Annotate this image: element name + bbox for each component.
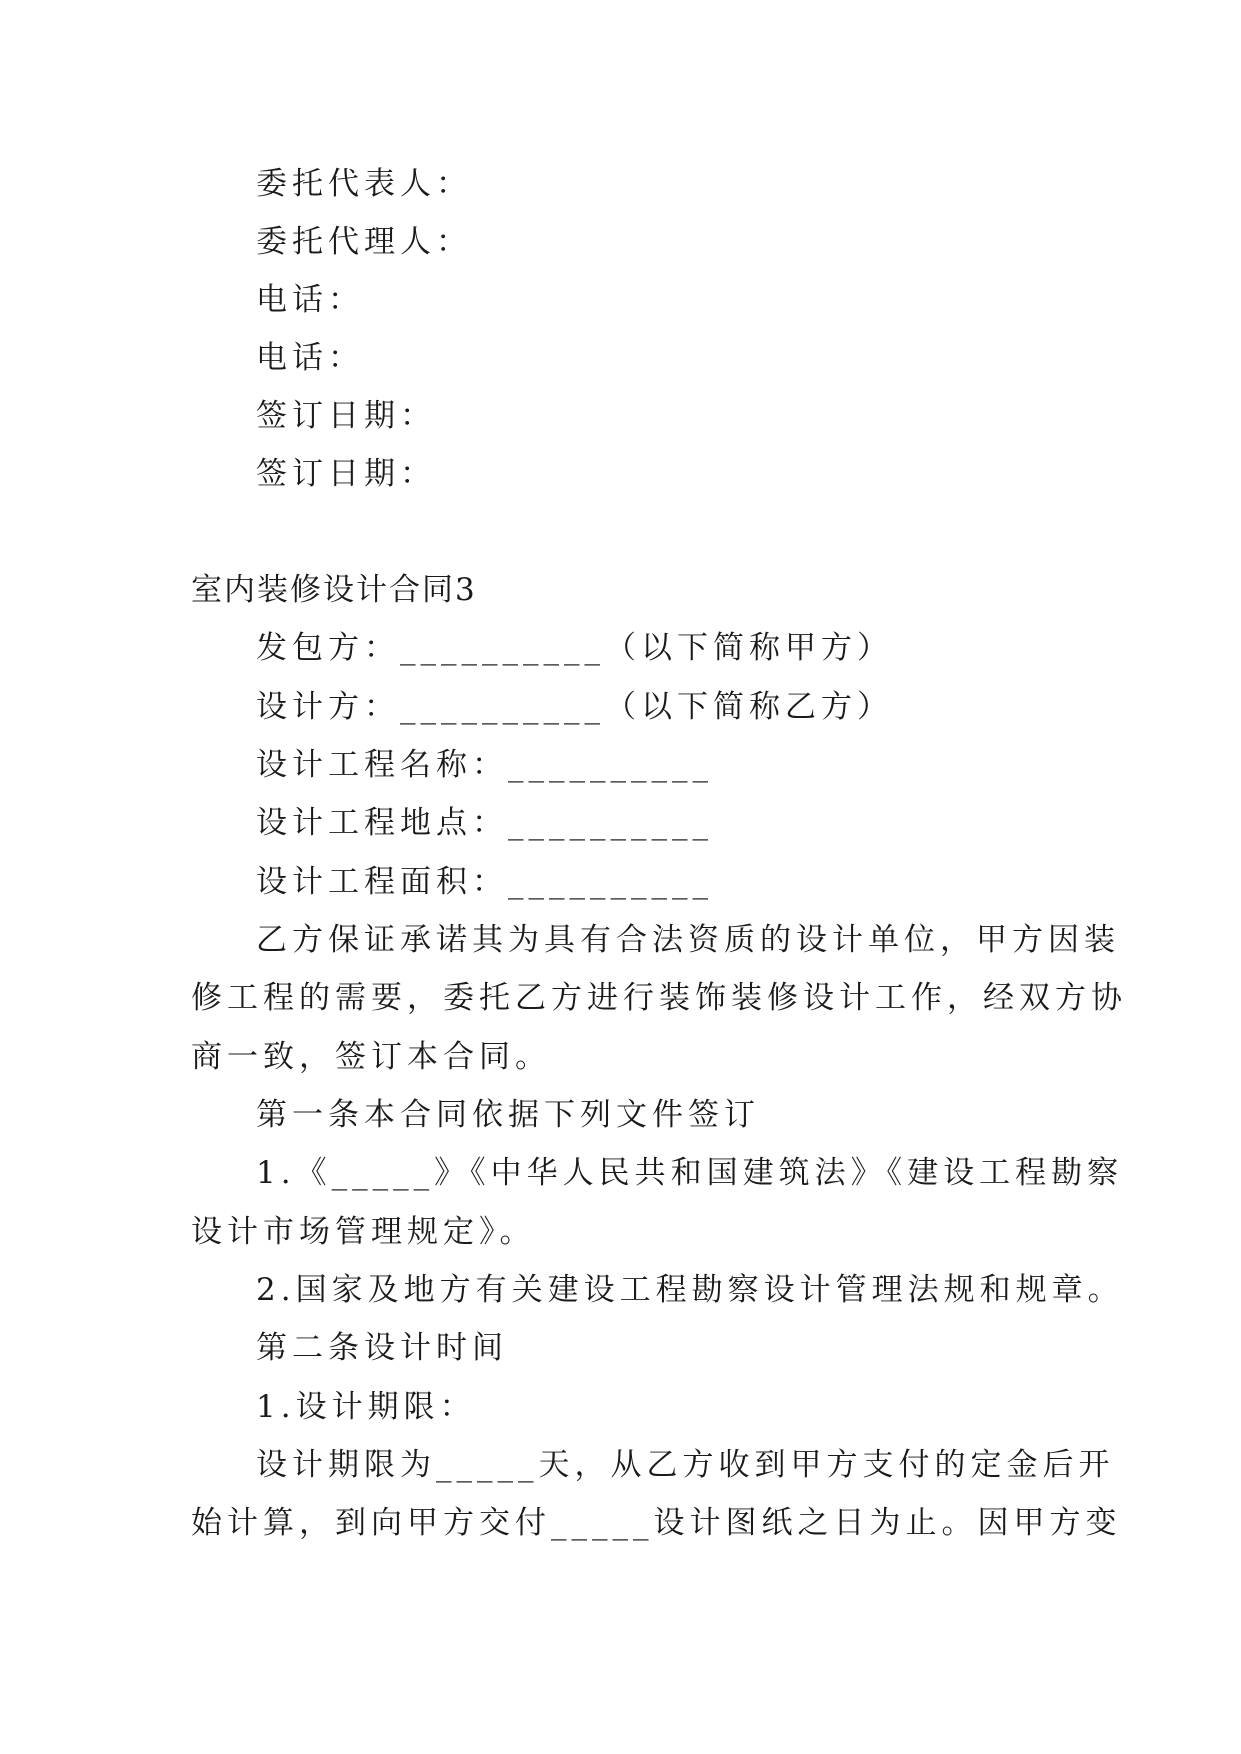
signature-line-date: 签订日期： xyxy=(256,456,436,492)
paragraph-line: 修工程的需要，委托乙方进行装饰装修设计工作，经双方协 xyxy=(191,980,1127,1016)
paragraph-line: 1.《_____》《中华人民共和国建筑法》《建设工程勘察 xyxy=(256,1155,1124,1191)
signature-line-agent: 委托代理人： xyxy=(256,224,472,260)
paragraph-line: 2.国家及地方有关建设工程勘察设计管理法规和规章。 xyxy=(256,1272,1124,1308)
paragraph-line: 设计市场管理规定》。 xyxy=(191,1214,536,1250)
field-project-location: 设计工程地点：__________ xyxy=(256,805,713,841)
field-designer: 设计方：__________（以下简称乙方） xyxy=(256,689,893,725)
signature-line-representative: 委托代表人： xyxy=(256,166,472,202)
field-project-area: 设计工程面积：__________ xyxy=(256,864,713,900)
paragraph-line: 始计算，到向甲方交付_____设计图纸之日为止。因甲方变 xyxy=(191,1505,1122,1541)
paragraph-line: 1.设计期限： xyxy=(256,1389,476,1425)
signature-line-phone: 电话： xyxy=(256,340,364,376)
signature-line-phone: 电话： xyxy=(256,282,364,318)
signature-line-date: 签订日期： xyxy=(256,398,436,434)
paragraph-line: 商一致，签订本合同。 xyxy=(191,1039,551,1075)
paragraph-line: 设计期限为_____天，从乙方收到甲方支付的定金后开 xyxy=(256,1447,1115,1483)
field-client: 发包方：__________（以下简称甲方） xyxy=(256,630,893,666)
field-project-name: 设计工程名称：__________ xyxy=(256,747,713,783)
paragraph-line: 乙方保证承诺其为具有合法资质的设计单位，甲方因装 xyxy=(256,922,1120,958)
article-heading: 第二条设计时间 xyxy=(256,1330,508,1366)
article-heading: 第一条本合同依据下列文件签订 xyxy=(256,1097,760,1133)
contract-title: 室内装修设计合同3 xyxy=(191,572,477,608)
